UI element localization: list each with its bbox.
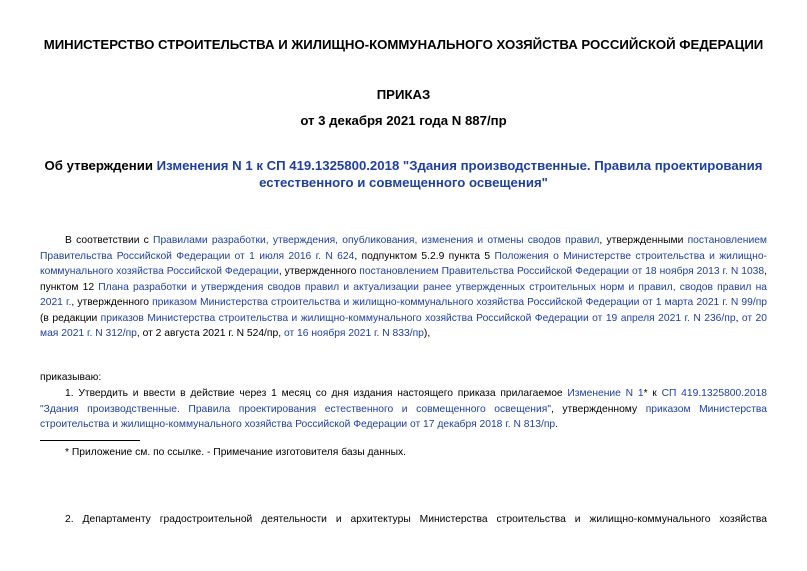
document-type: ПРИКАЗ: [376, 87, 431, 102]
text: , утвержденного: [278, 266, 360, 277]
document-subject: [40, 157, 767, 191]
text: (в редакции: [40, 312, 101, 324]
text: , утвержденными: [599, 235, 688, 246]
link-resolution-624[interactable]: постановлением Правительства Российской Федерации от 1 июля 2016 г. N 624: [40, 235, 767, 262]
link-order-833[interactable]: от 16 ноября 2021 г. N 833/пр: [283, 328, 424, 339]
text: , пунктом 12: [40, 266, 768, 293]
document-date: от 3 декабря 2021 года N 887/пр: [300, 113, 507, 128]
text: 1. Утвердить и ввести в действие через 1 месяц со дня издания настоящего приказа прилагаемое: [65, 388, 568, 399]
link-order-236[interactable]: приказов Министерства строительства и жилищно-коммунального хозяйства Российской Федерации от 19 апреля 2021 г. N 236/пр: [100, 312, 736, 324]
link-rules[interactable]: Правилами разработки, утверждения, опубликования, изменения и отмены сводов правил: [153, 235, 600, 246]
link-order-813[interactable]: приказом Министерства строительства и жилищно-коммунального хозяйства Российской Федерации от 17 декабря 2018 г. N 813/пр: [40, 403, 768, 430]
link-order-312[interactable]: от 20 мая 2021 г. N 312/пр: [40, 312, 767, 339]
link-resolution-1038[interactable]: постановлением Правительства Российской Федерации от 18 ноября 2013 г. N 1038: [359, 266, 765, 277]
ministry-heading: МИНИСТЕРСТВО СТРОИТЕЛЬСТВА И ЖИЛИЩНО-КОММУНАЛЬНОГО ХОЗЯЙСТВА РОССИЙСКОЙ ФЕДЕРАЦИИ: [43, 37, 764, 52]
paragraph-item-1: [40, 386, 767, 433]
text: В соответствии с: [65, 235, 154, 246]
subject-link[interactable]: Изменения N 1 к СП 419.1325800.2018 "Здания производственные. Правила проектирования естественного и совмещенного освещения": [156, 158, 763, 190]
link-amendment-1[interactable]: Изменение N 1: [567, 388, 644, 399]
text: , утвержденного: [71, 297, 153, 308]
footnote-divider: [40, 440, 140, 441]
text: ),: [423, 328, 431, 339]
text: , подпунктом 5.2.9 пункта 5: [354, 250, 495, 262]
paragraph-order-word: приказываю:: [40, 372, 102, 383]
paragraph-preamble: [40, 233, 767, 342]
footnote: * Приложение см. по ссылке. - Примечание изготовителя базы данных.: [65, 447, 407, 458]
text: , утвержденному: [550, 403, 646, 415]
text: * к: [643, 388, 662, 399]
link-plan-2021[interactable]: Плана разработки и утверждения сводов правил и актуализации ранее утвержденных строительных норм и правил, сводов правил на 2021 г.: [40, 281, 767, 308]
link-ministry-regulation[interactable]: Положения о Министерстве строительства и жилищно-коммунального хозяйства Российской Федерации: [40, 250, 767, 277]
link-order-99[interactable]: приказом Министерства строительства и жилищно-коммунального хозяйства Российской Федерации от 1 марта 2021 г. N 99/пр: [152, 297, 767, 308]
text: , от 2 августа 2021 г. N 524/пр,: [136, 328, 284, 339]
paragraph-item-2: 2. Департаменту градостроительной деятельности и архитектуры Министерства строительства и жилищно-коммунального хозяйства: [65, 514, 767, 525]
text: .: [555, 419, 559, 430]
text: ,: [735, 312, 742, 324]
subject-prefix: Об утверждении: [44, 158, 157, 173]
link-sp-419[interactable]: СП 419.1325800.2018 "Здания производственные. Правила проектирования естественного и совмещенного освещения": [40, 388, 768, 415]
